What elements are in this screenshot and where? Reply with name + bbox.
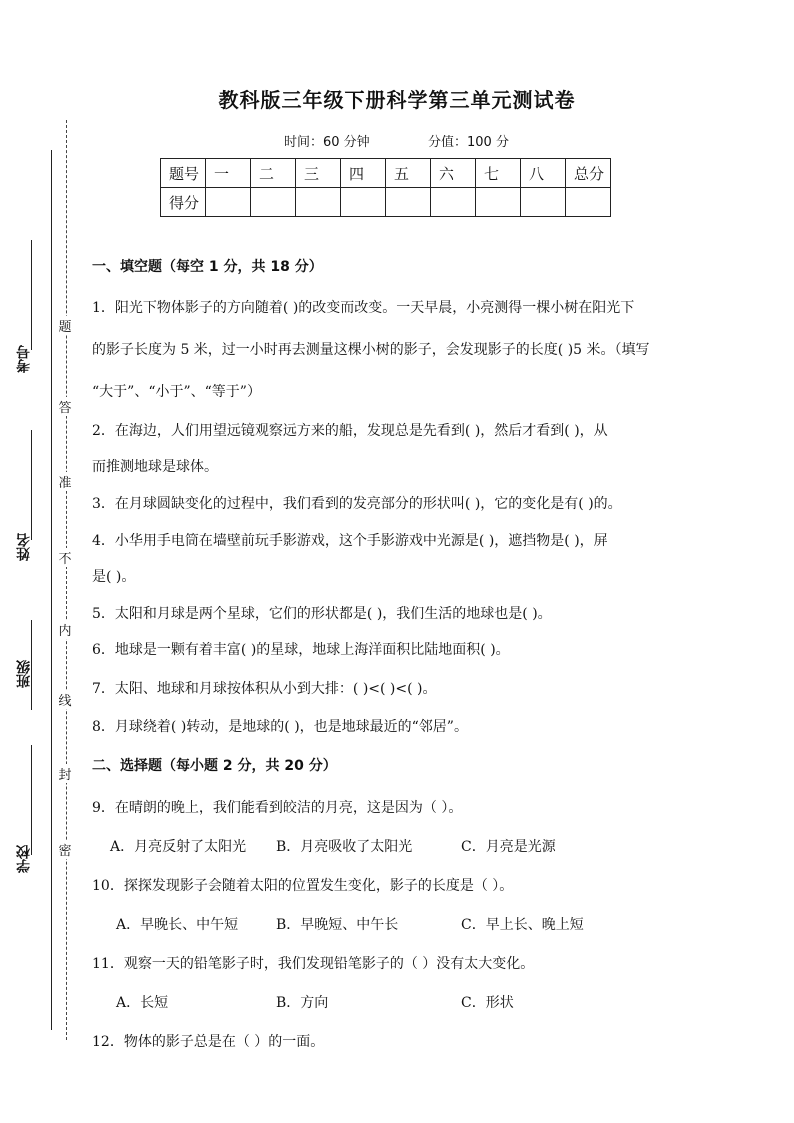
question-10-option-a[interactable]: A．早晚长、中午短 bbox=[116, 917, 239, 933]
exam-number-underline bbox=[31, 240, 32, 350]
question-9-option-c[interactable]: C．月亮是光源 bbox=[461, 839, 556, 855]
question-2-line-2: 而推测地球是球体。 bbox=[92, 459, 218, 475]
question-11-option-a[interactable]: A．长短 bbox=[116, 995, 169, 1011]
question-9: 9．在晴朗的晚上，我们能看到皎洁的月亮，这是因为（ ）。 bbox=[92, 800, 463, 816]
seal-mark: 线 bbox=[57, 690, 73, 709]
exam-total-score: 分值：100 分 bbox=[428, 135, 509, 150]
school-underline bbox=[31, 745, 32, 855]
question-9-option-a[interactable]: A．月亮反射了太阳光 bbox=[110, 839, 247, 855]
seal-mark: 封 bbox=[57, 764, 73, 783]
score-row-label: 得分 bbox=[161, 188, 206, 217]
question-11-option-c[interactable]: C．形状 bbox=[461, 995, 514, 1011]
question-2-line-1: 2．在海边，人们用望远镜观察远方来的船，发现总是先看到( )，然后才看到( )，从 bbox=[92, 423, 608, 439]
exam-number-label: 考号 bbox=[16, 345, 32, 373]
score-cell[interactable] bbox=[566, 188, 611, 217]
score-table-header-cell: 一 bbox=[206, 159, 251, 188]
question-1-line-2: 的影子长度为 5 米，过一小时再去测量这棵小树的影子，会发现影子的长度( )5 米。（填写 bbox=[92, 342, 650, 358]
score-cell[interactable] bbox=[521, 188, 566, 217]
score-table-header-cell: 五 bbox=[386, 159, 431, 188]
question-12: 12．物体的影子总是在（ ）的一面。 bbox=[92, 1034, 325, 1050]
score-table-header-row bbox=[161, 159, 611, 188]
section-heading-multiple-choice: 二、选择题（每小题 2 分，共 20 分） bbox=[92, 758, 337, 774]
question-6: 6．地球是一颗有着丰富( )的星球，地球上海洋面积比陆地面积( )。 bbox=[92, 642, 510, 658]
name-label: 姓名 bbox=[16, 533, 32, 561]
score-table-header-cell: 八 bbox=[521, 159, 566, 188]
section-heading-fill-in: 一、填空题（每空 1 分，共 18 分） bbox=[92, 259, 323, 275]
seal-mark: 答 bbox=[57, 397, 73, 416]
score-cell[interactable] bbox=[476, 188, 521, 217]
seal-mark: 题 bbox=[57, 316, 73, 335]
binding-dashed-line bbox=[66, 120, 67, 1040]
name-underline bbox=[31, 430, 32, 540]
score-table-header-cell: 七 bbox=[476, 159, 521, 188]
score-cell[interactable] bbox=[341, 188, 386, 217]
score-table bbox=[160, 158, 611, 217]
score-cell[interactable] bbox=[431, 188, 476, 217]
question-5: 5．太阳和月球是两个星球，它们的形状都是( )，我们生活的地球也是( )。 bbox=[92, 606, 552, 622]
score-table-header-cell: 六 bbox=[431, 159, 476, 188]
score-table-header-cell: 题号 bbox=[161, 159, 206, 188]
question-10-option-c[interactable]: C．早上长、晚上短 bbox=[461, 917, 584, 933]
seal-mark: 准 bbox=[57, 472, 73, 491]
question-1-line-1: 1．阳光下物体影子的方向随着( )的改变而改变。一天早晨，小亮测得一棵小树在阳光下 bbox=[92, 300, 635, 316]
score-table-score-row bbox=[161, 188, 611, 217]
question-9-option-b[interactable]: B．月亮吸收了太阳光 bbox=[276, 839, 413, 855]
score-cell[interactable] bbox=[386, 188, 431, 217]
score-table-header-cell: 总分 bbox=[566, 159, 611, 188]
score-cell[interactable] bbox=[206, 188, 251, 217]
question-8: 8．月球绕着( )转动，是地球的( )，也是地球最近的“邻居”。 bbox=[92, 719, 468, 735]
score-cell[interactable] bbox=[296, 188, 341, 217]
question-10: 10．探探发现影子会随着太阳的位置发生变化，影子的长度是（ ）。 bbox=[92, 878, 514, 894]
question-11-option-b[interactable]: B．方向 bbox=[276, 995, 329, 1011]
question-4-line-1: 4．小华用手电筒在墙壁前玩手影游戏，这个手影游戏中光源是( )，遮挡物是( )，屏 bbox=[92, 533, 608, 549]
question-10-option-b[interactable]: B．早晚短、中午长 bbox=[276, 917, 399, 933]
seal-mark: 密 bbox=[57, 840, 73, 859]
question-1-line-3: “大于”、“小于”、“等于”） bbox=[92, 384, 261, 400]
question-3: 3．在月球圆缺变化的过程中，我们看到的发亮部分的形状叫( )，它的变化是有( )的。 bbox=[92, 496, 622, 512]
score-table-header-cell: 二 bbox=[251, 159, 296, 188]
class-label: 班级 bbox=[16, 660, 32, 688]
question-7: 7．太阳、地球和月球按体积从小到大排：( )<( )<( )。 bbox=[92, 681, 437, 697]
seal-mark: 内 bbox=[57, 620, 73, 639]
score-table-header-cell: 四 bbox=[341, 159, 386, 188]
seal-mark: 不 bbox=[57, 548, 73, 567]
question-11: 11．观察一天的铅笔影子时，我们发现铅笔影子的（ ）没有太大变化。 bbox=[92, 956, 535, 972]
binding-solid-line bbox=[51, 150, 52, 1030]
score-table-header-cell: 三 bbox=[296, 159, 341, 188]
exam-time: 时间：60 分钟 bbox=[284, 135, 370, 150]
question-4-line-2: 是( )。 bbox=[92, 569, 136, 585]
page-title: 教科版三年级下册科学第三单元测试卷 bbox=[218, 88, 576, 112]
school-label: 学校 bbox=[16, 845, 32, 873]
score-cell[interactable] bbox=[251, 188, 296, 217]
